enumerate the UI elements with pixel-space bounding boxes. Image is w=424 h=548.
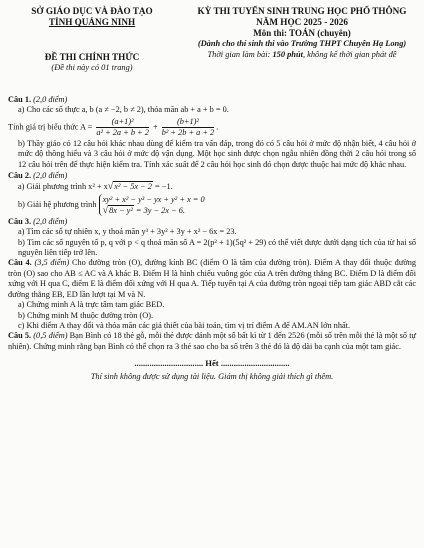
exam-header <box>8 6 416 94</box>
question-2-heading: Câu 2. (2,0 điểm) <box>8 171 68 181</box>
question-3b-text: b) Tìm các số nguyên tố p, q với p < q thoả mãn số A = 2(p² + 1)(5q² + 29) có thể viết được dưới dạng tích của từ hai số nguyên liên tiếp trở lên. <box>18 237 416 258</box>
target-school: (Dành cho thí sinh thi vào Trường THPT Chuyên Hạ Long) <box>197 39 407 48</box>
school-year: NĂM HỌC 2025 - 2026 <box>256 17 348 27</box>
header-right <box>178 6 424 60</box>
question-1b-text: b) Thầy giáo có 12 câu hỏi khác nhau dùng để kiểm tra vấn đáp, trong đó có 5 câu hỏi ở mức độ nhận biết, 4 câu hỏi ở mức độ thông hiểu và 3 câu hỏi ở mức độ vận dụng. Một học sinh được chọn ngẫu nhiên đồng thời 2 câu hỏi trong số 12 câu hỏi trên để thực hiện kiểm tra. Tính xác suất để 2 câu hỏi học sinh đó chọn được thuộc hai mức độ khác nhau. <box>18 138 416 169</box>
exam-content <box>8 95 416 382</box>
fraction-2: $\frac{\text{(b+1)²}}{\text{b² + 2b + a + 2}}$ <box>161 116 215 137</box>
question-1a-intro: a) Cho các số thực a, b (a ≠ −2, b ≠ 2), thỏa mãn ab + a + b = 0. <box>18 105 229 115</box>
fraction-1: $\frac{\text{(a+1)²}}{\text{a² + 2a + b + 2}}$ <box>96 116 149 137</box>
department-name: SỞ GIÁO DỤC VÀ ĐÀO TẠO <box>31 6 153 16</box>
question-4-intro: Câu 4. (3,5 điểm) Cho đường tròn (O), đường kính BC (điểm O là tâm của đường tròn). Điểm A thay đổi thuộc đường tròn (O) sao cho AB ≤ AC và A khác B. Điểm H là hình chiếu vuông góc của A trên đường thẳng BC. Điểm D là điểm đối xứng với H qua C, điểm E là điểm đối xứng với H qua A. Tiếp tuyến tại A của đường tròn ngoại tiếp tam giác ABD cắt các đường thẳng EB, ED lần lượt tại M và N. <box>8 258 417 299</box>
question-2a-text: a) Giải phương trình x² + x√x² − 5x − 2 = −1. <box>18 181 173 193</box>
exam-title: KỲ THI TUYỂN SINH TRUNG HỌC PHỔ THÔNG <box>197 6 407 16</box>
page-count-note: (Đề thi này có 01 trang) <box>51 63 133 72</box>
header-left <box>8 6 176 73</box>
question-3-heading: Câu 3. (2,0 điểm) <box>8 216 68 226</box>
question-1a-expression: Tính giá trị biểu thức A = $\frac{\text{(a+1)²}}{\text{a² + 2a + b + 2}}$ + $\frac{\text{(b+1)²}}{\text{b² + 2b + a + 2}}$ . <box>8 116 219 137</box>
time-limit: Thời gian làm bài: 150 phút, không kể thời gian phát đề <box>207 49 397 59</box>
end-marker: ................................ Hết ................................ <box>134 358 290 369</box>
question-1-heading: Câu 1. (2,0 điểm) <box>8 95 68 104</box>
question-4b-text: b) Chứng minh M thuộc đường tròn (O). <box>18 310 154 320</box>
subject: Môn thi: TOÁN (chuyên) <box>253 28 351 38</box>
equation-system: xy² + x² − y³ − yx + y² + x = 0 √8x − y² = 3y − 2x − 6. <box>99 194 205 216</box>
question-3a-text: a) Tìm các số tự nhiên x, y thoả mãn y³ + 3y² + 3y + x² − 6x = 23. <box>18 227 237 237</box>
question-2b-text: b) Giải hệ phương trình xy² + x² − y³ − yx + y² + x = 0 √8x − y² = 3y − 2x − 6. <box>18 194 205 216</box>
question-5-text: Câu 5. (0,5 điểm) Bạn Bình có 18 thẻ gỗ, mỗi thẻ được đánh một số bất kì từ 1 đến 2526 (mỗi số trên mỗi thẻ là một số tự nhiên). Chứng minh rằng bạn Bình có thể chọn ra 3 thẻ sao cho ba số trên 3 thẻ đó là độ dài ba cạnh của một tam giác. <box>8 331 417 351</box>
question-4a-text: a) Chứng minh A là trực tâm tam giác BED. <box>18 300 165 310</box>
province-name: TỈNH QUẢNG NINH <box>48 17 136 27</box>
official-label: ĐỀ THI CHÍNH THỨC <box>44 52 140 62</box>
footer-note: Thí sinh không được sử dụng tài liệu. Giám thị không giải thích gì thêm. <box>90 371 334 381</box>
question-4c-text: c) Khi điểm A thay đổi và thỏa mãn các giả thiết của bài toán, tìm vị trí điểm A để AM.AN lớn nhất. <box>18 320 351 330</box>
